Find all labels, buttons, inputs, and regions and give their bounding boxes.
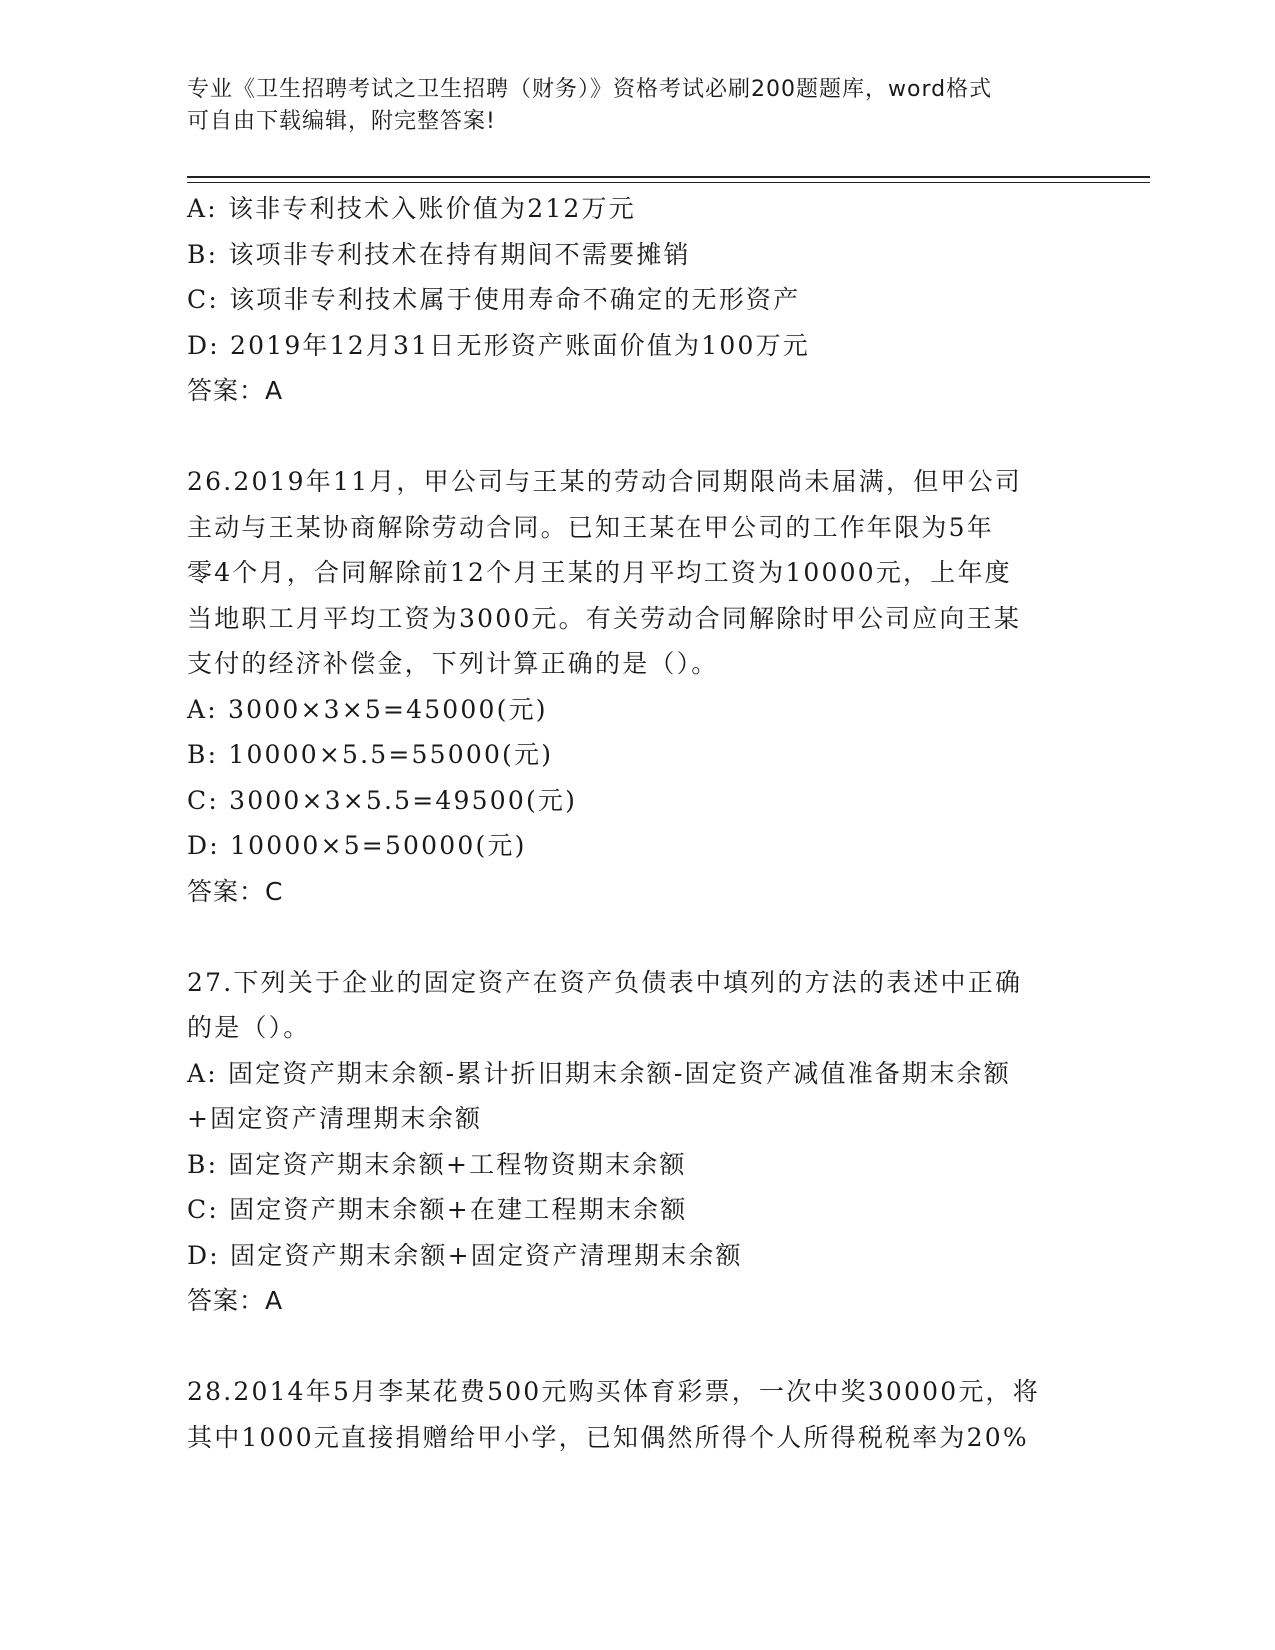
q26-answer: 答案：C: [187, 876, 284, 906]
q26-text-line-5: 支付的经济补偿金，下列计算正确的是（）。: [187, 649, 719, 678]
q25-option-d: D: 2019年12月31日无形资产账面价值为100万元: [187, 330, 810, 360]
question-28: [187, 1369, 1087, 1460]
question-27: [187, 960, 1087, 1324]
q27-option-b: B: 固定资产期末余额+工程物资期末余额: [187, 1149, 687, 1179]
q27-answer: 答案：A: [187, 1286, 284, 1315]
q25-option-c: C: 该项非专利技术属于使用寿命不确定的无形资产: [187, 285, 801, 314]
question-25: [187, 186, 1087, 414]
q26-option-b: B: 10000×5.5=55000(元): [187, 740, 554, 769]
q27-text-line-2: 的是（）。: [187, 1013, 311, 1042]
q28-text-line-2: 其中1000元直接捐赠给甲小学，已知偶然所得个人所得税税率为20%: [187, 1422, 1029, 1452]
q25-option-b: B: 该项非专利技术在持有期间不需要摊销: [187, 239, 691, 269]
q26-option-a: A: 3000×3×5=45000(元): [187, 694, 548, 724]
spacer: [187, 1324, 1087, 1370]
document-header: [187, 74, 1087, 138]
header-line-1: 专业《卫生招聘考试之卫生招聘（财务）》资格考试必刷200题题库，word格式: [187, 77, 993, 102]
q28-text-line-1: 28.2014年5月李某花费500元购买体育彩票，一次中奖30000元，将: [187, 1377, 1040, 1406]
q27-option-d: D: 固定资产期末余额+固定资产清理期末余额: [187, 1240, 743, 1270]
spacer: [187, 914, 1087, 960]
document-body: [187, 186, 1087, 1460]
q26-text-line-4: 当地职工月平均工资为3000元。有关劳动合同解除时甲公司应向王某: [187, 603, 1022, 633]
q26-text-line-2: 主动与王某协商解除劳动合同。已知王某在甲公司的工作年限为5年: [187, 512, 994, 542]
q26-text-line-1: 26.2019年11月，甲公司与王某的劳动合同期限尚未届满，但甲公司: [187, 467, 1022, 496]
q26-option-c: C: 3000×3×5.5=49500(元): [187, 785, 578, 815]
header-divider-bottom: [187, 182, 1150, 183]
q25-answer: 答案：A: [187, 376, 284, 405]
q27-option-a-continued: +固定资产清理期末余额: [187, 1104, 483, 1133]
q26-option-d: D: 10000×5=50000(元): [187, 831, 527, 860]
q25-option-a: A: 该非专利技术入账价值为212万元: [187, 194, 636, 223]
spacer: [187, 414, 1087, 460]
q26-text-line-3: 零4个月，合同解除前12个月王某的月平均工资为10000元，上年度: [187, 558, 1012, 587]
header-line-2: 可自由下载编辑，附完整答案!: [187, 109, 496, 134]
question-26: [187, 459, 1087, 914]
header-divider-top: [187, 176, 1150, 178]
q27-option-c: C: 固定资产期末余额+在建工程期末余额: [187, 1195, 688, 1224]
q27-option-a: A: 固定资产期末余额-累计折旧期末余额-固定资产减值准备期末余额: [187, 1058, 1011, 1088]
q27-text-line-1: 27.下列关于企业的固定资产在资产负债表中填列的方法的表述中正确: [187, 967, 1023, 997]
